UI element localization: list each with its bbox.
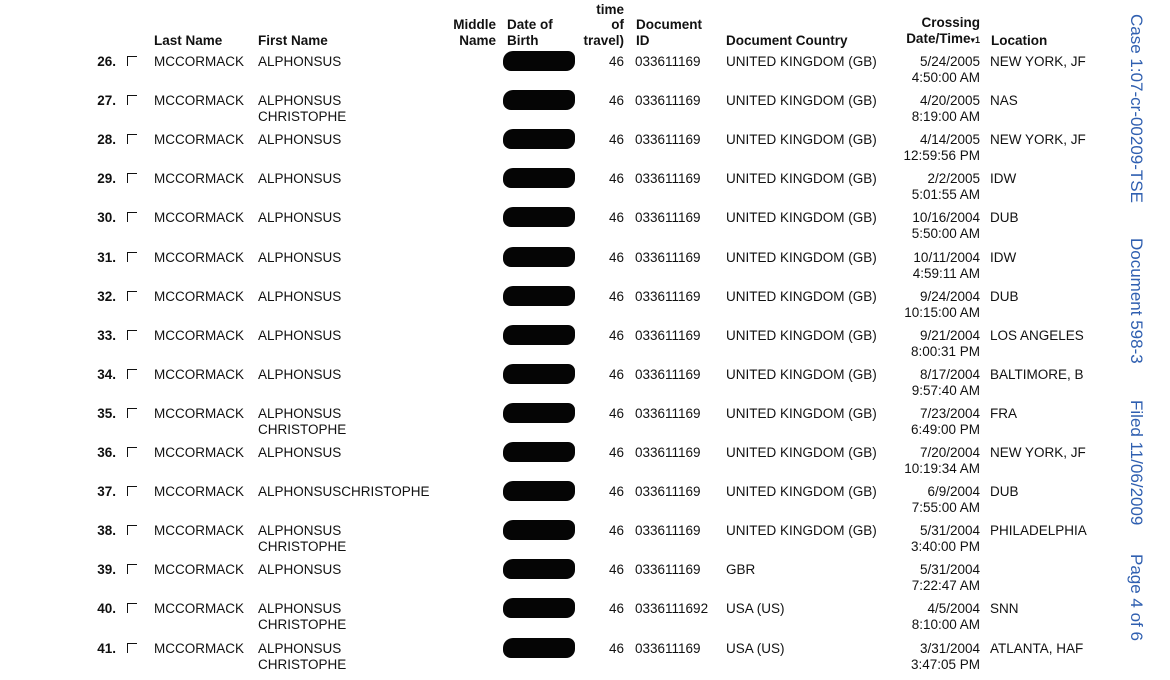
table-row — [0, 289, 1110, 328]
last-name-cell: MCCORMACK — [154, 484, 244, 500]
table-row — [0, 601, 1110, 640]
table-row — [0, 250, 1110, 289]
age-cell: 46 — [608, 93, 624, 109]
document-id-cell: 033611169 — [635, 562, 701, 578]
court-filing-stamp — [1128, 14, 1152, 654]
table-row — [0, 132, 1110, 171]
last-name-cell: MCCORMACK — [154, 601, 244, 617]
location-cell: PHILADELPHIA — [990, 523, 1087, 539]
crossing-date: 5/24/2005 — [919, 54, 980, 69]
document-id-cell: 033611169 — [635, 54, 701, 69]
row-checkbox[interactable] — [127, 95, 137, 105]
row-checkbox[interactable] — [127, 447, 137, 457]
document-country-cell: USA (US) — [726, 601, 785, 617]
first-name-line1: ALPHONSUS — [258, 327, 342, 343]
header-crossing-line1: Crossing — [921, 15, 980, 30]
age-cell: 46 — [608, 132, 624, 148]
last-name-cell: MCCORMACK — [154, 562, 244, 578]
document-country-cell: UNITED KINGDOM (GB) — [726, 523, 877, 539]
header-crossing-line2-text: Date/Time — [906, 30, 971, 46]
crossing-date: 9/21/2004 — [919, 327, 980, 343]
crossing-time: 5:01:55 AM — [911, 187, 980, 203]
age-cell: 46 — [608, 523, 624, 539]
table-row — [0, 54, 1110, 93]
table-row — [0, 562, 1110, 601]
location-cell: DUB — [990, 484, 1019, 500]
document-country-cell: UNITED KINGDOM (GB) — [726, 484, 877, 500]
redacted-date-of-birth — [503, 638, 575, 658]
crossing-time: 8:00:31 PM — [910, 343, 980, 359]
age-cell: 46 — [608, 445, 624, 460]
row-checkbox[interactable] — [127, 486, 137, 496]
first-name-line1: ALPHONSUS — [258, 210, 342, 226]
redacted-date-of-birth — [503, 364, 575, 384]
crossing-time: 4:50:00 AM — [911, 70, 980, 85]
document-id-cell: 033611169 — [635, 523, 701, 539]
row-number: 41. — [97, 640, 116, 656]
crossing-datetime-cell — [870, 289, 980, 321]
redacted-date-of-birth — [503, 598, 575, 618]
crossing-time: 10:15:00 AM — [904, 304, 980, 320]
header-location-label: Location — [991, 32, 1048, 48]
document-id-cell: 033611169 — [635, 640, 701, 656]
crossing-time: 7:55:00 AM — [911, 500, 980, 516]
location-cell: SNN — [990, 601, 1019, 617]
redacted-date-of-birth — [503, 90, 575, 110]
first-name-cell — [258, 132, 341, 148]
redacted-date-of-birth — [503, 559, 575, 579]
age-cell: 46 — [608, 210, 624, 226]
row-number: 38. — [97, 523, 116, 539]
crossing-datetime-cell — [870, 210, 980, 242]
crossing-date: 8/17/2004 — [919, 366, 980, 382]
age-cell: 46 — [608, 327, 624, 343]
first-name-line1: ALPHONSUS — [258, 171, 342, 187]
last-name-cell: MCCORMACK — [154, 445, 244, 460]
first-name-line1: ALPHONSUS — [258, 366, 342, 382]
crossing-datetime-cell — [870, 250, 980, 282]
table-row — [0, 328, 1110, 367]
row-number: 31. — [97, 249, 116, 265]
first-name-line1: ALPHONSUS — [258, 562, 342, 578]
first-name-line1: ALPHONSUS — [258, 93, 342, 109]
row-number: 28. — [97, 132, 116, 148]
first-name-cell — [258, 601, 346, 633]
row-checkbox[interactable] — [127, 291, 137, 301]
first-name-line2: CHRISTOPHE — [258, 656, 347, 672]
header-age-line2: of — [611, 17, 624, 32]
header-doc-line1: Document — [636, 17, 703, 32]
table-row — [0, 367, 1110, 406]
table-row — [0, 641, 1110, 680]
table-row — [0, 445, 1110, 484]
first-name-line1: ALPHONSUSCHRISTOPHE — [258, 484, 430, 500]
first-name-cell — [258, 328, 341, 344]
crossing-time: 8:10:00 AM — [911, 617, 980, 633]
row-number: 32. — [97, 288, 116, 304]
crossing-date: 6/9/2004 — [927, 484, 980, 500]
crossing-date: 9/24/2004 — [919, 288, 980, 304]
document-country-cell: UNITED KINGDOM (GB) — [726, 288, 877, 304]
first-name-cell — [258, 484, 430, 500]
first-name-line1: ALPHONSUS — [258, 523, 342, 539]
location-cell: ATLANTA, HAF — [990, 640, 1084, 656]
row-number: 33. — [97, 327, 116, 343]
redacted-date-of-birth — [503, 520, 575, 540]
crossing-datetime-cell — [870, 562, 980, 594]
first-name-line1: ALPHONSUS — [258, 405, 342, 421]
first-name-cell — [258, 367, 341, 383]
table-row — [0, 523, 1110, 562]
last-name-cell: MCCORMACK — [154, 132, 244, 148]
crossing-datetime-cell — [870, 445, 980, 477]
age-cell: 46 — [608, 171, 624, 187]
last-name-cell: MCCORMACK — [154, 171, 244, 187]
header-last-name — [154, 0, 222, 48]
document-country-cell: UNITED KINGDOM (GB) — [726, 445, 877, 460]
document-country-cell: UNITED KINGDOM (GB) — [726, 171, 877, 187]
location-cell: DUB — [990, 210, 1019, 226]
location-cell: NEW YORK, JF — [990, 54, 1086, 69]
first-name-line2: CHRISTOPHE — [258, 617, 347, 633]
last-name-cell: MCCORMACK — [154, 249, 244, 265]
crossing-time: 9:57:40 AM — [911, 382, 980, 398]
row-checkbox[interactable] — [127, 408, 137, 418]
age-cell: 46 — [608, 249, 624, 265]
first-name-line2: CHRISTOPHE — [258, 421, 347, 437]
table-row — [0, 171, 1110, 210]
document-id-cell: 033611169 — [635, 249, 701, 265]
first-name-line1: ALPHONSUS — [258, 249, 342, 265]
header-dob-line1: Date of — [507, 17, 553, 32]
redacted-date-of-birth — [503, 51, 575, 71]
document-country-cell: UNITED KINGDOM (GB) — [726, 210, 877, 226]
crossing-date: 7/23/2004 — [919, 405, 980, 421]
row-number: 26. — [97, 54, 116, 69]
location-cell: IDW — [990, 249, 1017, 265]
document-id-cell: 033611169 — [635, 288, 701, 304]
crossing-datetime-cell — [870, 328, 980, 360]
age-cell: 46 — [608, 366, 624, 382]
first-name-cell — [258, 54, 341, 70]
header-document-id — [636, 0, 702, 48]
header-last-name-label: Last Name — [154, 32, 223, 48]
redacted-date-of-birth — [503, 325, 575, 345]
row-number: 36. — [97, 445, 116, 460]
header-age-line3: travel) — [583, 32, 624, 48]
first-name-line1: ALPHONSUS — [258, 288, 342, 304]
location-cell: FRA — [990, 405, 1017, 421]
crossing-time: 4:59:11 AM — [912, 265, 980, 281]
first-name-cell — [258, 250, 341, 266]
row-checkbox[interactable] — [127, 369, 137, 379]
header-middle-name — [442, 0, 496, 48]
crossing-date: 4/20/2005 — [919, 93, 980, 109]
row-number: 34. — [97, 366, 116, 382]
redacted-date-of-birth — [503, 168, 575, 188]
last-name-cell: MCCORMACK — [154, 210, 244, 226]
crossing-time: 8:19:00 AM — [911, 109, 980, 125]
document-id-cell: 033611169 — [635, 405, 701, 421]
row-checkbox[interactable] — [127, 134, 137, 144]
last-name-cell: MCCORMACK — [154, 327, 244, 343]
header-crossing-line2 — [880, 31, 980, 49]
crossing-time: 10:19:34 AM — [904, 461, 980, 476]
redacted-date-of-birth — [503, 403, 575, 423]
document-id-cell: 033611169 — [635, 484, 701, 500]
age-cell: 46 — [608, 54, 624, 69]
header-dob-line2: Birth — [507, 32, 539, 48]
document-id-cell: 033611169 — [635, 132, 701, 148]
crossing-date: 7/20/2004 — [919, 445, 980, 460]
table-row — [0, 484, 1110, 523]
first-name-line1: ALPHONSUS — [258, 640, 342, 656]
stamp-case-number: Case 1:07-cr-00209-TSE — [1127, 14, 1146, 203]
first-name-cell — [258, 445, 341, 461]
document-country-cell: USA (US) — [726, 640, 785, 656]
crossing-time: 12:59:56 PM — [903, 148, 980, 164]
first-name-line1: ALPHONSUS — [258, 601, 342, 617]
crossing-date: 10/11/2004 — [913, 249, 980, 265]
age-cell: 46 — [608, 288, 624, 304]
header-crossing-datetime[interactable] — [880, 0, 980, 48]
crossing-datetime-cell — [870, 132, 980, 164]
first-name-cell — [258, 289, 341, 305]
row-number: 40. — [97, 601, 116, 617]
stamp-filed-date: Filed 11/06/2009 — [1127, 400, 1146, 526]
document-id-cell: 0336111692 — [635, 601, 709, 617]
age-cell: 46 — [608, 405, 624, 421]
crossing-datetime-cell — [870, 367, 980, 399]
first-name-cell — [258, 210, 341, 226]
age-cell: 46 — [608, 640, 624, 656]
row-checkbox[interactable] — [127, 212, 137, 222]
document-country-cell: UNITED KINGDOM (GB) — [726, 405, 877, 421]
header-age-line1: time — [596, 1, 624, 17]
location-cell: NEW YORK, JF — [990, 445, 1086, 460]
document-country-cell: UNITED KINGDOM (GB) — [726, 249, 877, 265]
crossing-datetime-cell — [870, 523, 980, 555]
row-number: 37. — [97, 484, 116, 500]
header-date-of-birth — [507, 0, 553, 48]
sort-down-icon[interactable]: ▾1 — [970, 34, 980, 45]
redacted-date-of-birth — [503, 129, 575, 149]
first-name-line2: CHRISTOPHE — [258, 109, 347, 125]
crossing-datetime-cell — [870, 54, 980, 86]
first-name-cell — [258, 641, 346, 673]
crossing-datetime-cell — [870, 93, 980, 125]
first-name-cell — [258, 171, 341, 187]
last-name-cell: MCCORMACK — [154, 640, 244, 656]
table-row — [0, 406, 1110, 445]
last-name-cell: MCCORMACK — [154, 405, 244, 421]
first-name-cell — [258, 523, 346, 555]
document-country-cell: GBR — [726, 562, 756, 578]
last-name-cell: MCCORMACK — [154, 93, 244, 109]
crossing-datetime-cell — [870, 406, 980, 438]
redacted-date-of-birth — [503, 481, 575, 501]
row-checkbox[interactable] — [127, 525, 137, 535]
crossing-date: 5/31/2004 — [919, 562, 980, 578]
row-checkbox[interactable] — [127, 56, 137, 66]
redacted-date-of-birth — [503, 442, 575, 462]
crossing-datetime-cell — [870, 484, 980, 516]
crossing-date: 3/31/2004 — [919, 640, 980, 656]
document-country-cell: UNITED KINGDOM (GB) — [726, 327, 877, 343]
table-row — [0, 210, 1110, 249]
row-checkbox[interactable] — [127, 643, 137, 653]
table-row — [0, 93, 1110, 132]
document-id-cell: 033611169 — [635, 171, 701, 187]
header-middle-name-line2: Name — [459, 32, 496, 48]
document-country-cell: UNITED KINGDOM (GB) — [726, 366, 877, 382]
row-number: 35. — [97, 405, 116, 421]
crossing-datetime-cell — [870, 641, 980, 673]
crossing-date: 4/14/2005 — [919, 132, 980, 148]
location-cell: BALTIMORE, B — [990, 366, 1084, 382]
header-age-at-travel — [572, 0, 624, 48]
crossing-time: 3:47:05 PM — [910, 656, 980, 672]
age-cell: 46 — [608, 484, 624, 500]
document-country-cell: UNITED KINGDOM (GB) — [726, 54, 877, 69]
header-country-label: Document Country — [726, 32, 848, 48]
row-checkbox[interactable] — [127, 252, 137, 262]
location-cell: IDW — [990, 171, 1017, 187]
row-number: 27. — [97, 93, 116, 109]
last-name-cell: MCCORMACK — [154, 523, 244, 539]
row-number: 30. — [97, 210, 116, 226]
location-cell: DUB — [990, 288, 1019, 304]
header-location — [991, 0, 1047, 48]
document-id-cell: 033611169 — [635, 445, 701, 460]
crossing-date: 10/16/2004 — [912, 210, 980, 226]
first-name-line2: CHRISTOPHE — [258, 539, 347, 555]
stamp-page-number: Page 4 of 6 — [1127, 554, 1146, 641]
first-name-cell — [258, 93, 346, 125]
last-name-cell: MCCORMACK — [154, 54, 244, 69]
age-cell: 46 — [608, 601, 624, 617]
redacted-date-of-birth — [503, 207, 575, 227]
first-name-line1: ALPHONSUS — [258, 132, 342, 148]
crossing-datetime-cell — [870, 601, 980, 633]
row-checkbox[interactable] — [127, 564, 137, 574]
document-id-cell: 033611169 — [635, 366, 701, 382]
first-name-cell — [258, 562, 341, 578]
crossing-time: 7:22:47 AM — [911, 578, 980, 594]
last-name-cell: MCCORMACK — [154, 366, 244, 382]
header-first-name-label: First Name — [258, 32, 328, 48]
header-first-name — [258, 0, 328, 48]
redacted-date-of-birth — [503, 247, 575, 267]
header-doc-line2: ID — [636, 32, 650, 48]
first-name-line1: ALPHONSUS — [258, 54, 342, 69]
document-id-cell: 033611169 — [635, 327, 701, 343]
row-checkbox[interactable] — [127, 173, 137, 183]
crossing-date: 2/2/2005 — [927, 171, 980, 187]
row-checkbox[interactable] — [127, 603, 137, 613]
header-document-country — [726, 0, 848, 48]
location-cell: NAS — [990, 93, 1018, 109]
crossing-datetime-cell — [870, 171, 980, 203]
crossing-time: 6:49:00 PM — [910, 421, 980, 437]
row-checkbox[interactable] — [127, 330, 137, 340]
document-country-cell: UNITED KINGDOM (GB) — [726, 132, 877, 148]
document-id-cell: 033611169 — [635, 93, 701, 109]
stamp-document-number: Document 598-3 — [1127, 238, 1146, 364]
crossing-time: 5:50:00 AM — [911, 226, 980, 242]
header-middle-name-line1: Middle — [453, 17, 496, 32]
first-name-cell — [258, 406, 346, 438]
location-cell: LOS ANGELES — [990, 327, 1084, 343]
document-id-cell: 033611169 — [635, 210, 701, 226]
last-name-cell: MCCORMACK — [154, 288, 244, 304]
location-cell: NEW YORK, JF — [990, 132, 1086, 148]
row-number: 29. — [97, 171, 116, 187]
row-number: 39. — [97, 562, 116, 578]
crossing-time: 3:40:00 PM — [910, 539, 980, 555]
first-name-line1: ALPHONSUS — [258, 445, 342, 460]
age-cell: 46 — [608, 562, 624, 578]
redacted-date-of-birth — [503, 286, 575, 306]
document-country-cell: UNITED KINGDOM (GB) — [726, 93, 877, 109]
crossing-date: 4/5/2004 — [927, 601, 980, 617]
crossing-date: 5/31/2004 — [919, 523, 980, 539]
